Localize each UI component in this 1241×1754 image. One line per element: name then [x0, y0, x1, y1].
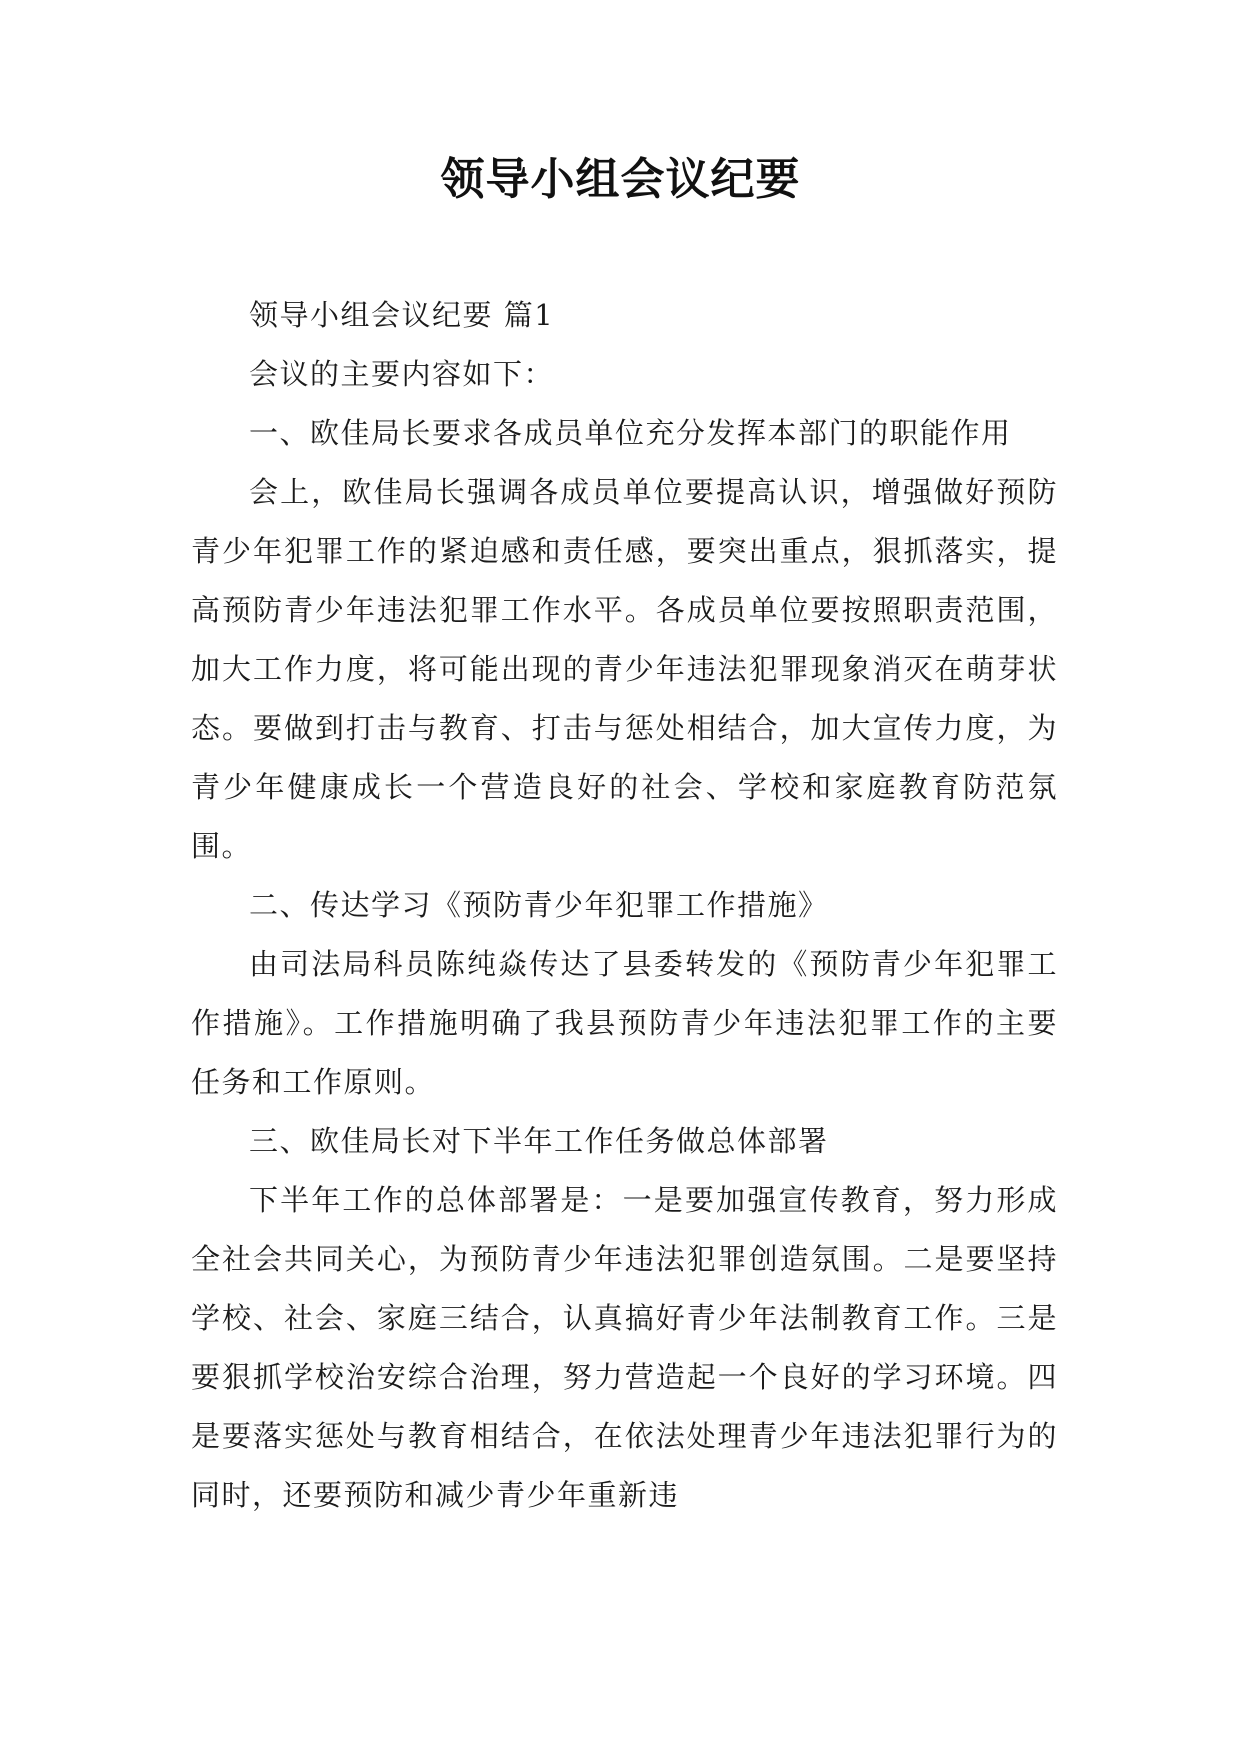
paragraph-section-heading: 领导小组会议纪要 篇1 — [249, 298, 555, 332]
paragraph-item-one-heading: 一、欧佳局长要求各成员单位充分发挥本部门的职能作用 — [249, 416, 1012, 450]
paragraph-item-one-body: 会上，欧佳局长强调各成员单位要提高认识，增强做好预防青少年犯罪工作的紧迫感和责任感，要突出重点，狠抓落实，提高预防青少年违法犯罪工作水平。各成员单位要按照职责范围，加大工作力度，将可能出现的青少年违法犯罪现象消灭在萌芽状态。要做到打击与教育、打击与惩处相结合，加大宣传力度，为青少年健康成长一个营造良好的社会、学校和家庭教育防范氛围。 — [191, 475, 1058, 863]
document-body — [191, 286, 1058, 1525]
paragraph-item-three-body: 下半年工作的总体部署是：一是要加强宣传教育，努力形成全社会共同关心，为预防青少年违法犯罪创造氛围。二是要坚持学校、社会、家庭三结合，认真搞好青少年法制教育工作。三是要狠抓学校治安综合治理，努力营造起一个良好的学习环境。四是要落实惩处与教育相结合，在依法处理青少年违法犯罪行为的同时，还要预防和减少青少年重新违 — [191, 1183, 1058, 1512]
paragraph-item-two-body: 由司法局科员陈纯焱传达了县委转发的《预防青少年犯罪工作措施》。工作措施明确了我县预防青少年违法犯罪工作的主要任务和工作原则。 — [191, 947, 1058, 1099]
paragraph-intro: 会议的主要内容如下： — [249, 357, 555, 391]
paragraph-item-two-heading: 二、传达学习《预防青少年犯罪工作措施》 — [249, 888, 829, 922]
document-title: 领导小组会议纪要 — [440, 154, 801, 205]
paragraph-item-three-heading: 三、欧佳局长对下半年工作任务做总体部署 — [249, 1124, 829, 1158]
